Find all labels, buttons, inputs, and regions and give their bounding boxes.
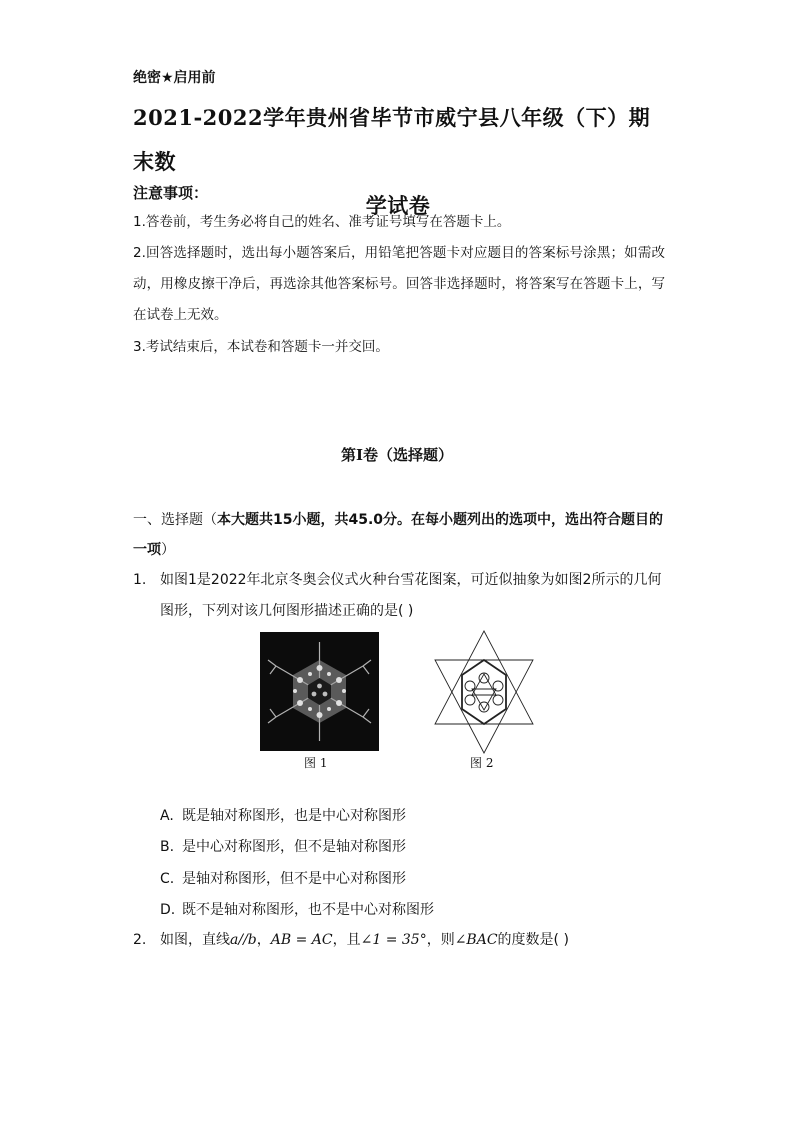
snowflake-geometry-figure — [426, 630, 542, 754]
text-segment: 的度数是( ) — [497, 932, 569, 948]
part-title: 第I卷（选择题） — [340, 446, 454, 464]
text-segment: 如图，直线 — [160, 932, 230, 948]
math-angle-1: ∠1 = 35° — [360, 932, 427, 948]
notice-item-2: 2.回答选择题时，选出每小题答案后，用铅笔把答题卡对应题目的答案标号涂黑；如需改动，用橡皮擦干净后，再选涂其他答案标号。回答非选择题时，将答案写在答题卡上，写在试卷上无效。 — [133, 245, 665, 323]
exam-title-line1: 2021-2022学年贵州省毕节市威宁县八年级（下）期末数 — [133, 105, 651, 174]
option-b[interactable] — [160, 836, 406, 856]
figure-2-caption: 图 2 — [470, 756, 494, 770]
option-text: 既是轴对称图形，也是中心对称图形 — [182, 808, 406, 824]
secret-mark: 绝密★启用前 — [133, 70, 216, 86]
math-parallel-lines: a//b — [230, 932, 257, 948]
question-1 — [133, 565, 665, 627]
snowflake-photo-figure — [260, 632, 379, 751]
option-text: 既不是轴对称图形，也不是中心对称图形 — [182, 902, 434, 918]
question-text — [160, 925, 665, 956]
option-a[interactable] — [160, 805, 406, 825]
section-end: ） — [161, 542, 175, 558]
option-text: 是轴对称图形，但不是中心对称图形 — [182, 871, 406, 887]
question-text: 如图1是2022年北京冬奥会仪式火种台雪花图案，可近似抽象为如图2所示的几何图形，下列对该几何图形描述正确的是( ) — [160, 572, 662, 619]
text-segment: ， — [256, 932, 271, 948]
question-2 — [133, 925, 665, 956]
question-number: 2. — [133, 932, 147, 948]
option-text: 是中心对称图形，但不是轴对称图形 — [182, 839, 406, 855]
figure-1-caption: 图 1 — [304, 756, 328, 770]
option-label: A. — [160, 808, 174, 824]
option-label: D. — [160, 902, 176, 918]
text-segment: ，则 — [426, 932, 455, 948]
section-heading — [133, 505, 665, 565]
notice-item-3: 3.考试结束后，本试卷和答题卡一并交回。 — [133, 339, 389, 355]
option-c[interactable] — [160, 868, 406, 888]
math-angle-bac: ∠BAC — [454, 932, 498, 948]
exam-title-line2: 学试卷 — [365, 193, 431, 218]
question-1-figures — [258, 630, 548, 772]
notice-item-1: 1.答卷前，考生务必将自己的姓名、准考证号填写在答题卡上。 — [133, 214, 511, 230]
section-description: 本大题共15小题，共45.0分。在每小题列出的选项中，选出符合题目的一项 — [133, 512, 664, 558]
notice-heading: 注意事项： — [133, 184, 209, 202]
question-number: 1. — [133, 572, 147, 588]
option-d[interactable] — [160, 899, 434, 919]
option-label: B. — [160, 839, 175, 855]
text-segment: ，且 — [332, 932, 361, 948]
option-label: C. — [160, 871, 175, 887]
math-equal-sides: AB = AC — [270, 932, 333, 948]
section-label: 一、选择题（ — [133, 512, 217, 528]
